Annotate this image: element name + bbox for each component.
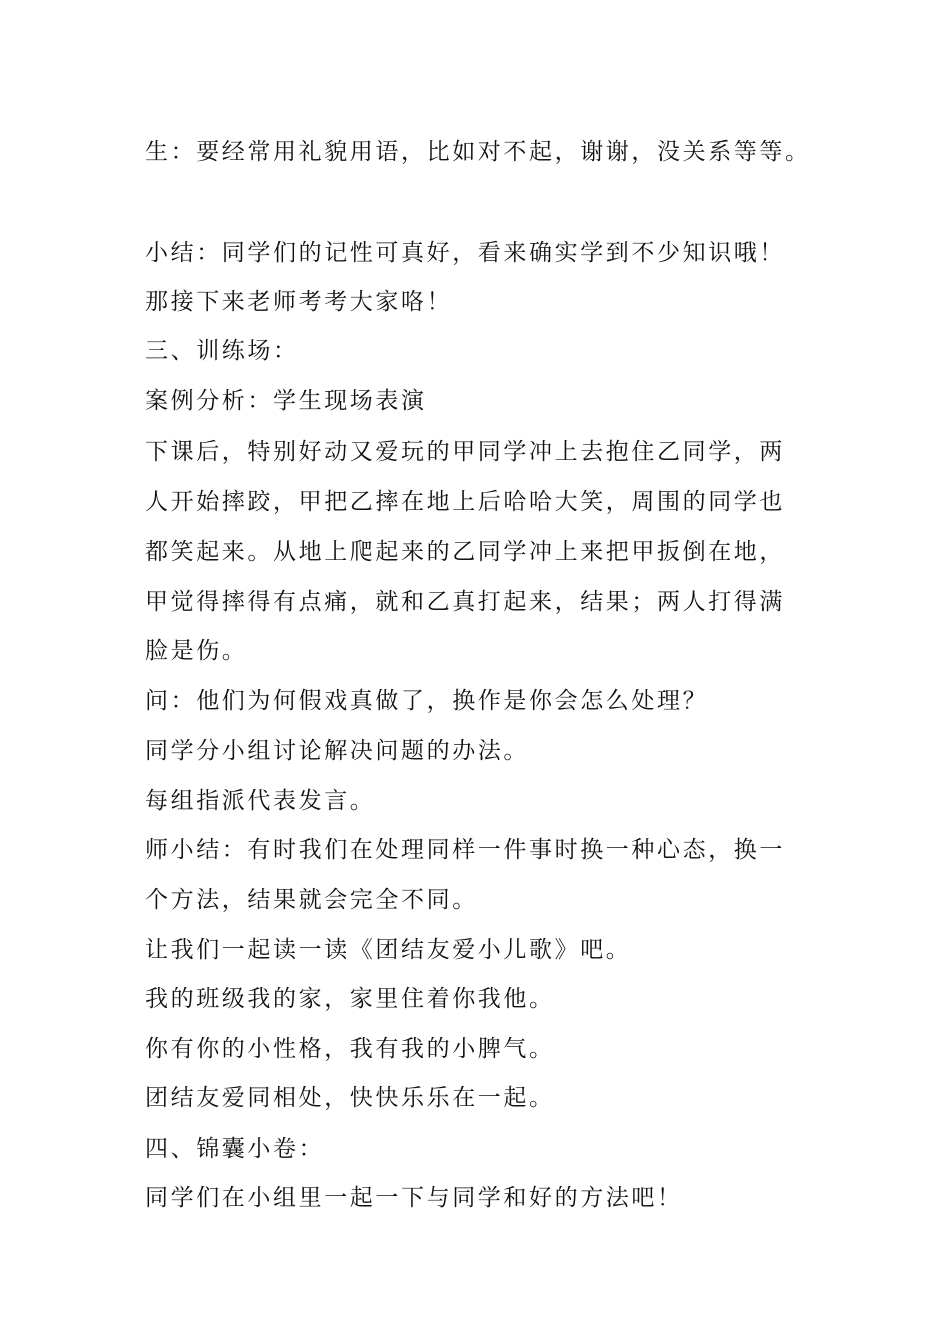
text-line: 甲觉得摔得有点痛，就和乙真打起来，结果；两人打得满 <box>145 589 785 615</box>
text-line: 人开始摔跤，甲把乙摔在地上后哈哈大笑，周围的同学也 <box>145 489 785 515</box>
text-line: 同学们在小组里一起一下与同学和好的方法吧！ <box>145 1185 683 1211</box>
text-line: 案例分析：学生现场表演 <box>145 388 427 414</box>
section-heading: 四、锦囊小卷： <box>145 1136 325 1162</box>
text-line: 个方法，结果就会完全不同。 <box>145 887 478 913</box>
text-line: 脸是伤。 <box>145 638 248 664</box>
section-heading: 三、训练场： <box>145 338 299 364</box>
text-line: 都笑起来。从地上爬起来的乙同学冲上来把甲扳倒在地， <box>145 539 785 565</box>
text-line: 那接下来老师考考大家咯！ <box>145 289 453 315</box>
text-line: 问：他们为何假戏真做了，换作是你会怎么处理？ <box>145 688 709 714</box>
text-line: 生：要经常用礼貌用语，比如对不起，谢谢，没关系等等。 <box>145 139 811 165</box>
text-line: 每组指派代表发言。 <box>145 788 376 814</box>
text-line: 同学分小组讨论解决问题的办法。 <box>145 738 529 764</box>
text-line: 师小结：有时我们在处理同样一件事时换一种心态，换一 <box>145 837 785 863</box>
text-line: 团结友爱同相处，快快乐乐在一起。 <box>145 1085 555 1111</box>
text-line: 小结：同学们的记性可真好，看来确实学到不少知识哦！ <box>145 240 785 266</box>
text-line: 你有你的小性格，我有我的小脾气。 <box>145 1036 555 1062</box>
text-line: 让我们一起读一读《团结友爱小儿歌》吧。 <box>145 937 632 963</box>
text-line: 下课后，特别好动又爱玩的甲同学冲上去抱住乙同学，两 <box>145 439 785 465</box>
text-line: 我的班级我的家，家里住着你我他。 <box>145 986 555 1012</box>
